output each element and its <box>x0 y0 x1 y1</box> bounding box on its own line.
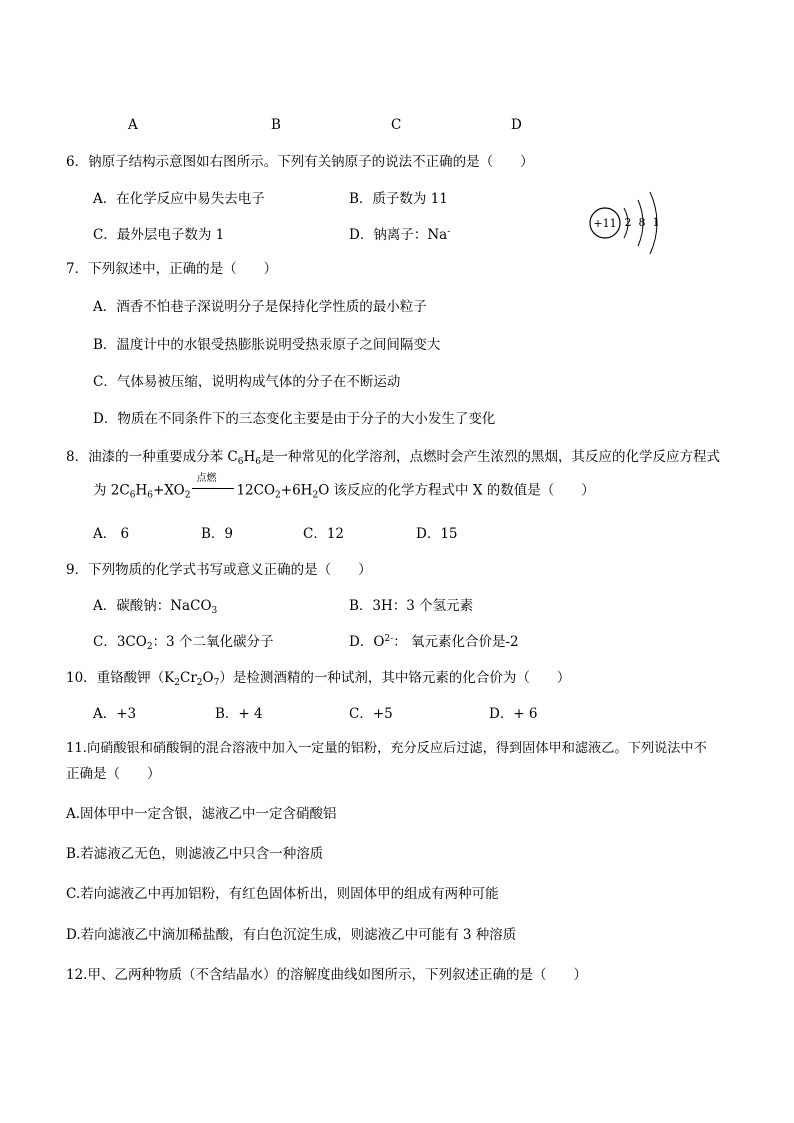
q9-option-a: A．碳酸钠：NaCO$_3$ <box>93 598 218 616</box>
q7-option-d: D．物质在不同条件下的三态变化主要是由于分子的大小发生了变化 <box>93 411 496 427</box>
q10-option-d: D．+ 6 <box>489 706 538 722</box>
q6-option-a: A．在化学反应中易失去电子 <box>93 191 265 207</box>
q8-equation: 为 $2C_6H_6+XO_2$ 点燃 $12CO_2+6H_2O$ 该反应的化学方程式中 X 的数值是（ ） <box>93 473 595 501</box>
figure-label-d: D <box>511 117 522 133</box>
q6-option-b: B．质子数为 11 <box>349 191 448 207</box>
q11-stem-line2: 正确是（ ） <box>66 766 161 782</box>
q10-option-c: C．+5 <box>349 706 393 722</box>
q7-option-c: C．气体易被压缩，说明构成气体的分子在不断运动 <box>93 374 401 390</box>
q10-option-a: A．+3 <box>93 706 137 722</box>
q11-option-b: B.若滤液乙无色，则滤液乙中只含一种溶质 <box>66 846 324 862</box>
nucleus-charge: +11 <box>593 217 617 230</box>
shell-2-electrons: 8 <box>638 216 646 229</box>
shell-1-electrons: 2 <box>624 216 632 229</box>
q11-option-c: C.若向滤液乙中再加铝粉，有红色固体析出，则固体甲的组成有两种可能 <box>66 886 499 902</box>
q7-option-b: B．温度计中的水银受热膨胀说明受热汞原子之间间隔变大 <box>93 337 441 353</box>
q9-option-b: B．3H：3 个氢元素 <box>349 598 474 614</box>
q8-option-a: A． 6 <box>93 526 130 542</box>
sodium-atom-diagram <box>586 188 662 258</box>
q8-option-b: B．9 <box>201 526 234 542</box>
figure-label-c: C <box>391 117 402 133</box>
reaction-condition: 点燃 <box>196 473 217 484</box>
q8-option-d: D．15 <box>416 526 458 542</box>
shell-3-electrons: 1 <box>652 216 660 229</box>
q11-option-a: A.固体甲中一定含银，滤液乙中一定含硝酸铝 <box>66 806 337 822</box>
q9-option-c: C．$3CO_2$：3 个二氧化碳分子 <box>93 634 274 652</box>
q8-option-c: C．12 <box>303 526 345 542</box>
q8-stem-line1: 8．油漆的一种重要成分苯 $C_6H_6$是一种常见的化学溶剂，点燃时会产生浓烈的黑烟，其反应的化学反应方程式 <box>66 449 720 467</box>
reaction-arrow <box>190 473 236 498</box>
q6-stem: 6．钠原子结构示意图如右图所示。下列有关钠原子的说法不正确的是（ ） <box>66 154 534 170</box>
q6-option-d: D．钠离子：Na- <box>349 227 451 243</box>
q7-stem: 7．下列叙述中，正确的是（ ） <box>66 261 278 277</box>
q10-stem: 10．重铬酸钾$(K_2Cr_2O_7)$是检测酒精的一种试剂，其中铬元素的化合价为（ ） <box>66 670 571 688</box>
figure-label-a: A <box>128 117 138 133</box>
q9-stem: 9．下列物质的化学式书写或意义正确的是（ ） <box>66 562 372 578</box>
q11-option-d: D.若向滤液乙中滴加稀盐酸，有白色沉淀生成，则滤液乙中可能有 3 种溶质 <box>66 927 517 943</box>
q7-option-a: A．酒香不怕巷子深说明分子是保持化学性质的最小粒子 <box>93 299 427 315</box>
q6-option-c: C．最外层电子数为 1 <box>93 227 225 243</box>
q10-option-b: B．+ 4 <box>215 706 263 722</box>
q11-stem-line1: 11.向硝酸银和硝酸铜的混合溶液中加入一定量的铝粉，充分反应后过滤，得到固体甲和滤液乙。下列说法中不 <box>66 741 707 756</box>
figure-label-b: B <box>271 117 281 133</box>
q9-option-d: D．$O^{2-}$： 氧元素化合价是-2 <box>349 634 519 650</box>
q12-stem: 12.甲、乙两种物质（不含结晶水）的溶解度曲线如图所示，下列叙述正确的是（ ） <box>66 967 587 983</box>
